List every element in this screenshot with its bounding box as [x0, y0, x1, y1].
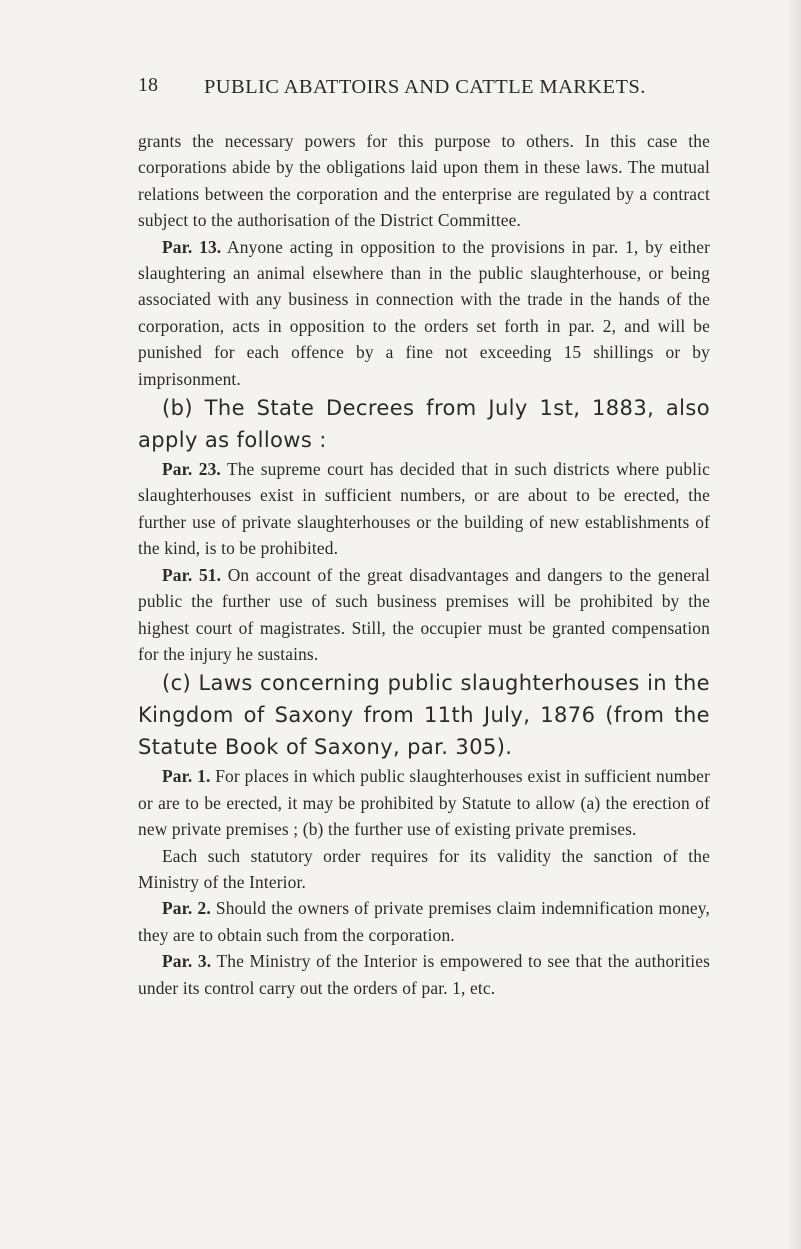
- paragraph-par-23: [138, 456, 710, 562]
- par-label: Par. 13.: [162, 236, 222, 257]
- par-text: Anyone acting in opposition to the provisions in par. 1, by either slaughtering an animal elsewhere than in the public slaughterhouse, or being associated with any business in connection with the trade in the hands of the corporation, acts in opposition to the orders set forth in par. 2, and will be punished for each offence by a fine not exceeding 15 shillings or by imprisonment.: [138, 236, 711, 389]
- paragraph-par-2: [138, 895, 710, 948]
- paragraph-par-1: [138, 763, 710, 842]
- paragraph-par-3: [138, 948, 710, 1001]
- par-text: The Ministry of the Interior is empowered to see that the authorities under its control carry out the orders of par. 1, etc.: [138, 951, 710, 998]
- par-label: Par. 2.: [162, 898, 211, 919]
- page-edge-shadow: [787, 0, 801, 1249]
- par-label: Par. 51.: [162, 564, 222, 585]
- par-text: The supreme court has decided that in such districts where public slaughterhouses exist in sufficient numbers, or are about to be erected, the further use of private slaughterhouses or the building of new establishments of the kind, is to be prohibited.: [138, 459, 710, 559]
- par-label: Par. 3.: [162, 951, 212, 972]
- par-label: Par. 23.: [162, 459, 221, 480]
- par-text: For places in which public slaughterhouses exist in sufficient number or are to be erected, it may be prohibited by Statute to allow (a) the erection of new private premises ; (b) the further use of existing private premises.: [138, 766, 710, 840]
- paragraph-par-13: [138, 234, 710, 392]
- par-text: On account of the great disadvantages and dangers to the general public the further use of such business premises will be prohibited by the highest court of magistrates. Still, the occupier must be granted compensation for the injury he sustains.: [138, 564, 711, 664]
- par-label: Par. 1.: [162, 766, 211, 787]
- paragraph-par-51: [138, 562, 710, 668]
- paragraph-par-1-continued: Each such statutory order requires for its validity the sanction of the Ministry of the Interior.: [138, 845, 710, 892]
- page-body: [138, 128, 710, 1001]
- running-head: PUBLIC ABATTOIRS AND CATTLE MARKETS.: [204, 76, 646, 98]
- paragraph-intro: grants the necessary powers for this purpose to others. In this case the corporations abide by the obligations laid upon them in these laws. The mutual relations between the corporation and the enterprise are regulated by a contract subject to the authorisation of the District Committee.: [138, 131, 710, 231]
- section-heading-b: (b) The State Decrees from July 1st, 1883, also apply as follows :: [138, 396, 710, 453]
- page-number: 18: [138, 74, 158, 96]
- par-text: Should the owners of private premises claim indemnification money, they are to obtain such from the corporation.: [138, 898, 710, 945]
- section-heading-c: (c) Laws concerning public slaughterhouses in the Kingdom of Saxony from 11th July, 1876 (from the Statute Book of Saxony, par. 305).: [138, 671, 710, 760]
